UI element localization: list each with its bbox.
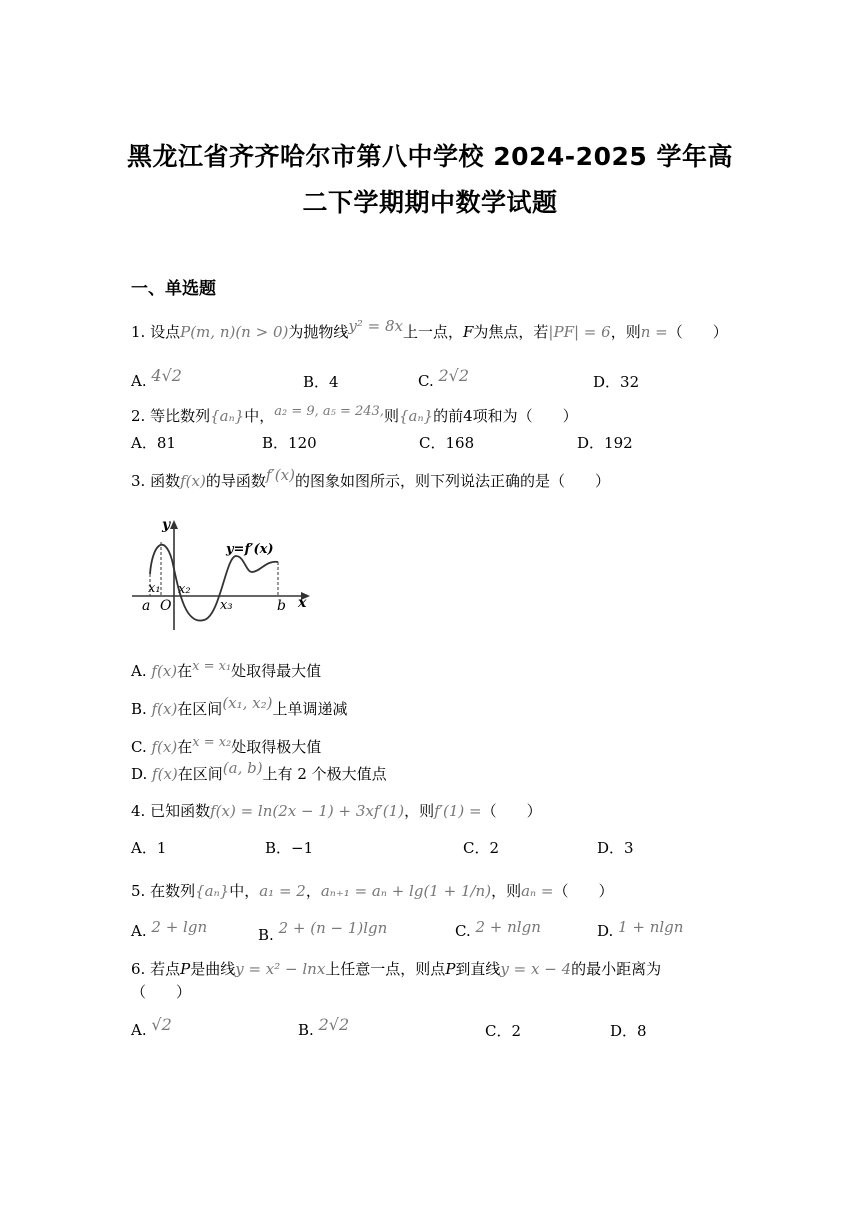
question-3-stem: 3. 函数 f(x) 的导函数 f′(x) 的图象如图所示，则下列说法正确的是（ ）: [131, 466, 610, 490]
math-formula: a₂ = 9, a₅ = 243,: [274, 404, 384, 419]
math-formula: f(x) = ln(2x − 1) + 3xf′(1): [210, 802, 405, 820]
math-formula: f′(1) =: [434, 802, 482, 820]
document-title-line2: 二下学期期中数学试题: [302, 188, 558, 217]
section-heading: 一、单选题: [131, 279, 216, 299]
q1-option-a: A. 4√2: [131, 366, 182, 390]
math-formula: x = x₁: [192, 659, 232, 674]
graph-label-y: y: [162, 517, 171, 533]
math-formula: a₁ = 2: [259, 882, 306, 900]
question-5-stem: 5. 在数列 {aₙ} 中， a₁ = 2 ， aₙ₊₁ = aₙ + lg(1 + 1/n) ，则 aₙ = （ ）: [131, 882, 614, 900]
q6-option-a: A. √2: [131, 1015, 172, 1039]
math-formula: 2√2: [438, 366, 470, 385]
q2-option-c: C．168: [419, 434, 475, 452]
math-formula: y = x − 4: [500, 960, 572, 978]
q3-option-b: B. f(x) 在区间 (x₁, x₂) 上单调递减: [131, 694, 348, 718]
math-formula: {aₙ}: [398, 407, 434, 425]
q5-option-d: D. 1 + nlgn: [597, 918, 684, 940]
q2-option-d: D．192: [577, 434, 633, 452]
math-formula: 2√2: [318, 1015, 350, 1034]
math-formula: 4√2: [151, 366, 182, 385]
graph-label-a: a: [142, 598, 151, 614]
math-formula: 2 + nlgn: [475, 918, 541, 936]
math-formula: f(x): [180, 472, 206, 490]
q1-option-c: C. 2√2: [418, 366, 470, 390]
q4-option-d: D．3: [597, 839, 634, 857]
math-formula: P(m, n)(n > 0): [180, 323, 289, 341]
q5-option-a: A. 2 + lgn: [131, 918, 208, 940]
q4-option-a: A．1: [131, 839, 167, 857]
graph-label-origin: O: [160, 598, 172, 614]
math-formula: f(x): [151, 700, 178, 718]
q3-option-d: D. f(x) 在区间 (a, b) 上有 2 个极大值点: [131, 759, 387, 783]
math-formula: aₙ =: [521, 882, 554, 900]
graph-curve-label: y=f′(x): [226, 542, 274, 557]
q6-option-b: B. 2√2: [298, 1015, 350, 1039]
graph-label-x2: x₂: [178, 582, 191, 597]
math-formula: x = x₂: [192, 735, 232, 750]
question-4-stem: 4. 已知函数 f(x) = ln(2x − 1) + 3xf′(1) ，则 f′(1) = （ ）: [131, 802, 542, 820]
math-formula: (x₁, x₂): [222, 694, 273, 712]
q5-option-c: C. 2 + nlgn: [455, 918, 541, 940]
graph-label-x3: x₃: [220, 598, 233, 613]
graph-label-x1: x₁: [148, 581, 161, 596]
math-formula: y = x² − lnx: [235, 960, 326, 978]
math-formula: aₙ₊₁ = aₙ + lg(1 + 1/n): [320, 882, 492, 900]
q1-option-b: B．4: [303, 373, 339, 391]
derivative-graph: [128, 516, 328, 636]
q4-option-c: C．2: [463, 839, 500, 857]
q5-option-b: B. 2 + (n − 1)lgn: [258, 919, 388, 944]
graph-label-b: b: [277, 598, 286, 614]
math-formula: f′(x): [265, 466, 295, 484]
q2-option-a: A．81: [131, 434, 176, 452]
question-2-stem: 2. 等比数列 {aₙ} 中， a₂ = 9, a₅ = 243, 则 {aₙ} 的前4项和为（ ）: [131, 404, 578, 425]
math-formula: |PF| = 6: [548, 323, 611, 341]
y-axis-arrow: [170, 520, 178, 529]
math-formula: f(x): [152, 765, 178, 783]
math-formula: n =: [640, 323, 668, 341]
document-title-line1: 黑龙江省齐齐哈尔市第八中学校 2024-2025 学年高: [127, 142, 733, 171]
q6-option-d: D．8: [610, 1022, 647, 1040]
math-formula: f(x): [151, 738, 178, 756]
graph-label-x: x: [298, 595, 307, 611]
math-formula: (a, b): [222, 759, 263, 777]
q2-option-b: B．120: [262, 434, 317, 452]
math-formula: y² = 8x: [348, 317, 403, 335]
math-formula: {aₙ}: [195, 882, 230, 900]
q3-option-c: C. f(x) 在 x = x₂ 处取得极大值: [131, 735, 322, 756]
question-6-brackets: （ ）: [131, 983, 192, 1001]
q6-option-c: C．2: [485, 1022, 522, 1040]
question-1-stem: 1. 设点 P(m, n)(n > 0) 为抛物线 y² = 8x 上一点， F 为焦点，若 |PF| = 6 ，则 n = （ ）: [131, 317, 728, 341]
math-formula: 1 + nlgn: [618, 918, 684, 936]
math-formula: √2: [151, 1015, 172, 1034]
question-6-stem: 6. 若点 P 是曲线 y = x² − lnx 上任意一点，则点 P 到直线 y = x − 4 的最小距离为: [131, 960, 662, 978]
q4-option-b: B．−1: [265, 839, 314, 857]
q1-option-d: D．32: [593, 373, 640, 391]
q3-option-a: A. f(x) 在 x = x₁ 处取得最大值: [131, 659, 322, 680]
math-formula: f(x): [151, 662, 178, 680]
math-formula: 2 + lgn: [151, 918, 208, 936]
math-formula: {aₙ}: [210, 407, 245, 425]
math-formula: 2 + (n − 1)lgn: [278, 919, 388, 937]
